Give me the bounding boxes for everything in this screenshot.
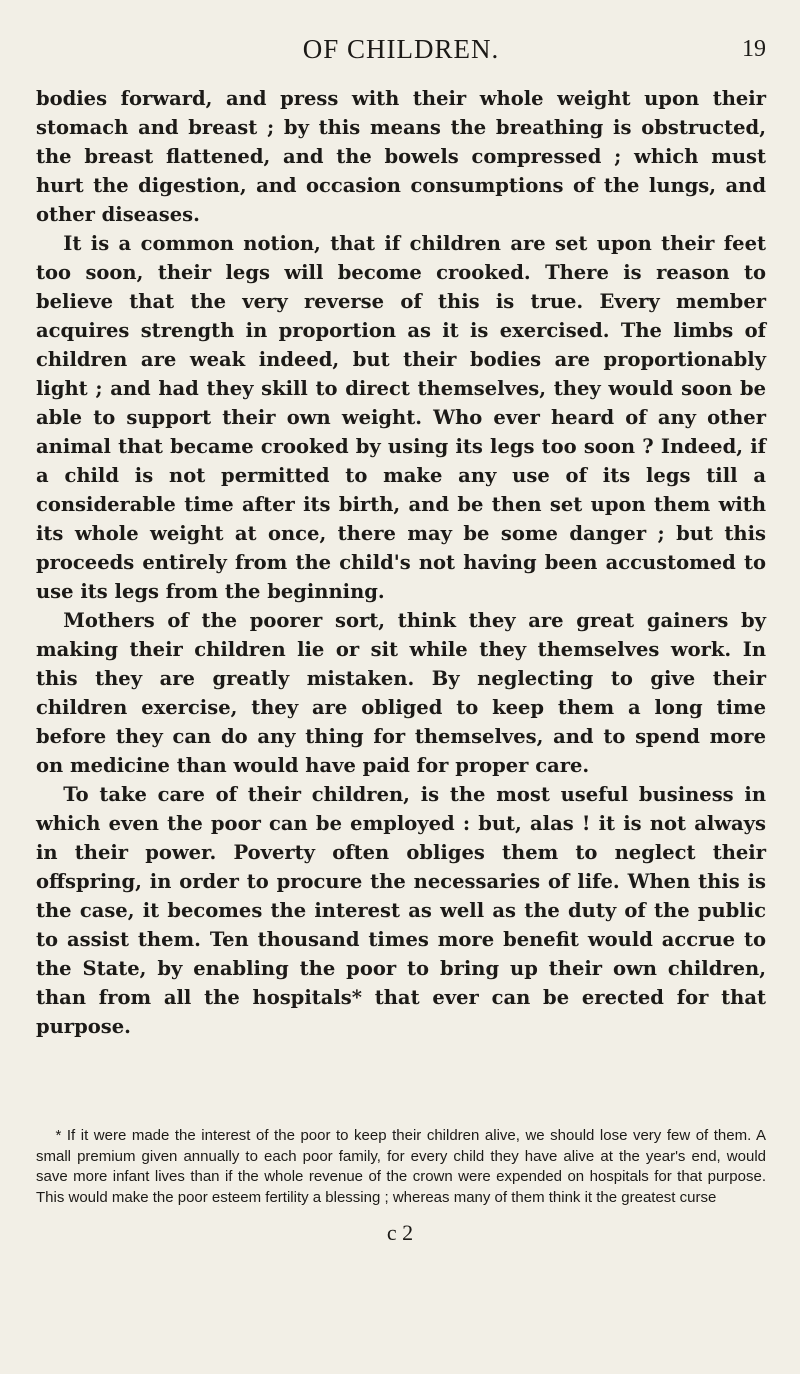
running-title: OF CHILDREN. <box>302 34 500 64</box>
paragraph: Mothers of the poorer sort, think they are great gainers by making their children lie or sit while they themselves work. In this they are greatly mistaken. By neglecting to give their children exercise, they are obliged to keep them a long time before they can do any thing for themselves, and to spend more on medicine than would have paid for proper care. <box>36 609 766 777</box>
signature-mark: c 2 <box>386 1220 414 1245</box>
body-text <box>36 84 766 1041</box>
footnote: * If it were made the interest of the poor to keep their children alive, we should lose very few of them. A small premium given annually to each poor family, for every child they have alive at the year's end, would save more infant lives than if the whole revenue of the crown were expended on hospitals for that purpose. This would make the poor esteem fertility a blessing ; whereas many of them think it the greatest curse <box>36 1127 766 1206</box>
paragraph: It is a common notion, that if children are set upon their feet too soon, their legs will become crooked. There is reason to believe that the very reverse of this is true. Every member acquires strength in proportion as it is exercised. The limbs of children are weak indeed, but their bodies are proportionably light ; and had they skill to direct themselves, they would soon be able to support their own weight. Who ever heard of any other animal that became crooked by using its legs too soon ? Indeed, if a child is not permitted to make any use of its legs till a considerable time after its birth, and be then set upon them with its whole weight at once, there may be some danger ; but this proceeds entirely from the child's not having been accustomed to use its legs from the beginning. <box>36 232 766 603</box>
page-number: 19 <box>742 36 766 62</box>
running-head <box>36 34 766 70</box>
paragraph: bodies forward, and press with their whole weight upon their stomach and breast ; by this means the breathing is obstructed, the breast flattened, and the bowels compressed ; which must hurt the digestion, and occasion consumptions of the lungs, and other diseases. <box>36 87 766 226</box>
footnote-section <box>36 1126 766 1208</box>
paragraph: To take care of their children, is the most useful business in which even the poor can be employed : but, alas ! it is not always in their power. Poverty often obliges them to neglect their offspring, in order to procure the necessaries of life. When this is the case, it becomes the interest as well as the duty of the public to assist them. Ten thousand times more benefit would accrue to the State, by enabling the poor to bring up their own children, than from all the hospitals* that ever can be erected for that purpose. <box>36 783 766 1038</box>
